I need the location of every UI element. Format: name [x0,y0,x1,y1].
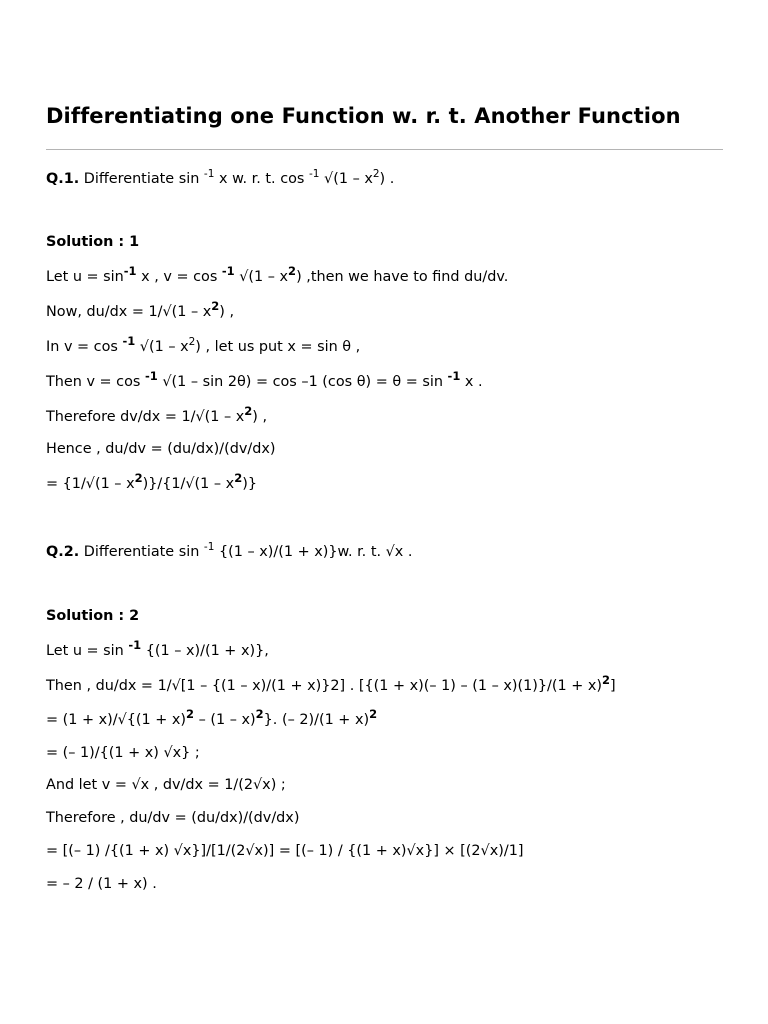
solution-1-line-3: In v = cos $^{-1}$ $√(1 - x^2)$ , let us put x = sin θ , [46,334,361,355]
solution-1-line-4: Then v = cos $^{-1}$ √(1 – sin 2θ) = cos –1 (cos θ) = θ = sin $^{-1}$ x . [46,369,483,390]
solution-2-line-3: = $(1 + x)/√\{(1 + x)^2 - (1 - x)^2\}$. (– $2)/(1 + x)^2$ [46,707,378,728]
solution-2-line-1: Let u = sin $^{-1}$ {(1 – x)/(1 + x)}, [46,638,269,659]
solution-2-line-2: Then , du/dx = 1/√[1 – {(1 – x)/(1 + x)}2] . [{(1 + x)(– $1) - (1 - x)(1)\}/(1 + x)^2$] [46,673,616,694]
question-2-text: Differentiate sin $^{-1}$ {(1 – x)/(1 + x)}w. r. t. √x . [83,541,413,560]
solution-2-line-6: Therefore , du/dv = (du/dx)/(dv/dx) [46,810,300,826]
solution-2-line-8: = – 2 / (1 + x) . [46,876,157,892]
title-divider [46,149,723,150]
solution-1-line-6: Hence , du/dv = (du/dx)/(dv/dx) [46,441,276,457]
question-2-label: Q.2. [46,544,80,560]
question-1-label: Q.1. [46,171,80,187]
solution-2-line-7: = [(– 1) /{(1 + x) √x}]/[1/(2√x)] = [(– 1) / {(1 + x)√x}] × [(2√x)/1] [46,843,524,859]
question-1-text: Differentiate sin $^{-1}$ x w. r. t. cos $^{-1}$ $√(1 - x^2)$ . [83,168,395,187]
question-2 [46,543,412,561]
solution-1-line-2: Now, $du/dx = 1/√(1 - x^2)$ , [46,299,235,320]
question-1 [46,170,394,188]
solution-2-line-4: = (– 1)/{(1 + x) √x} ; [46,745,200,761]
solution-1-line-5: Therefore $dv/dx = 1/√(1 - x^2)$ , [46,404,268,425]
solution-2-line-5: And let v = √x , dv/dx = 1/(2√x) ; [46,777,286,793]
solution-1-heading: Solution : 1 [46,234,140,250]
solution-1-line-7: = $\{1/√(1 - x^2)\}/\{1/√(1 - x^2)\}$ [46,471,257,492]
page-title: Differentiating one Function w. r. t. Another Function [46,104,681,128]
solution-2-heading: Solution : 2 [46,608,140,624]
solution-1-line-1: Let $u = \sin^{-1} x$ , v = cos $^{-1}$ $√(1 - x^2)$ ,then we have to find du/dv. [46,264,509,285]
